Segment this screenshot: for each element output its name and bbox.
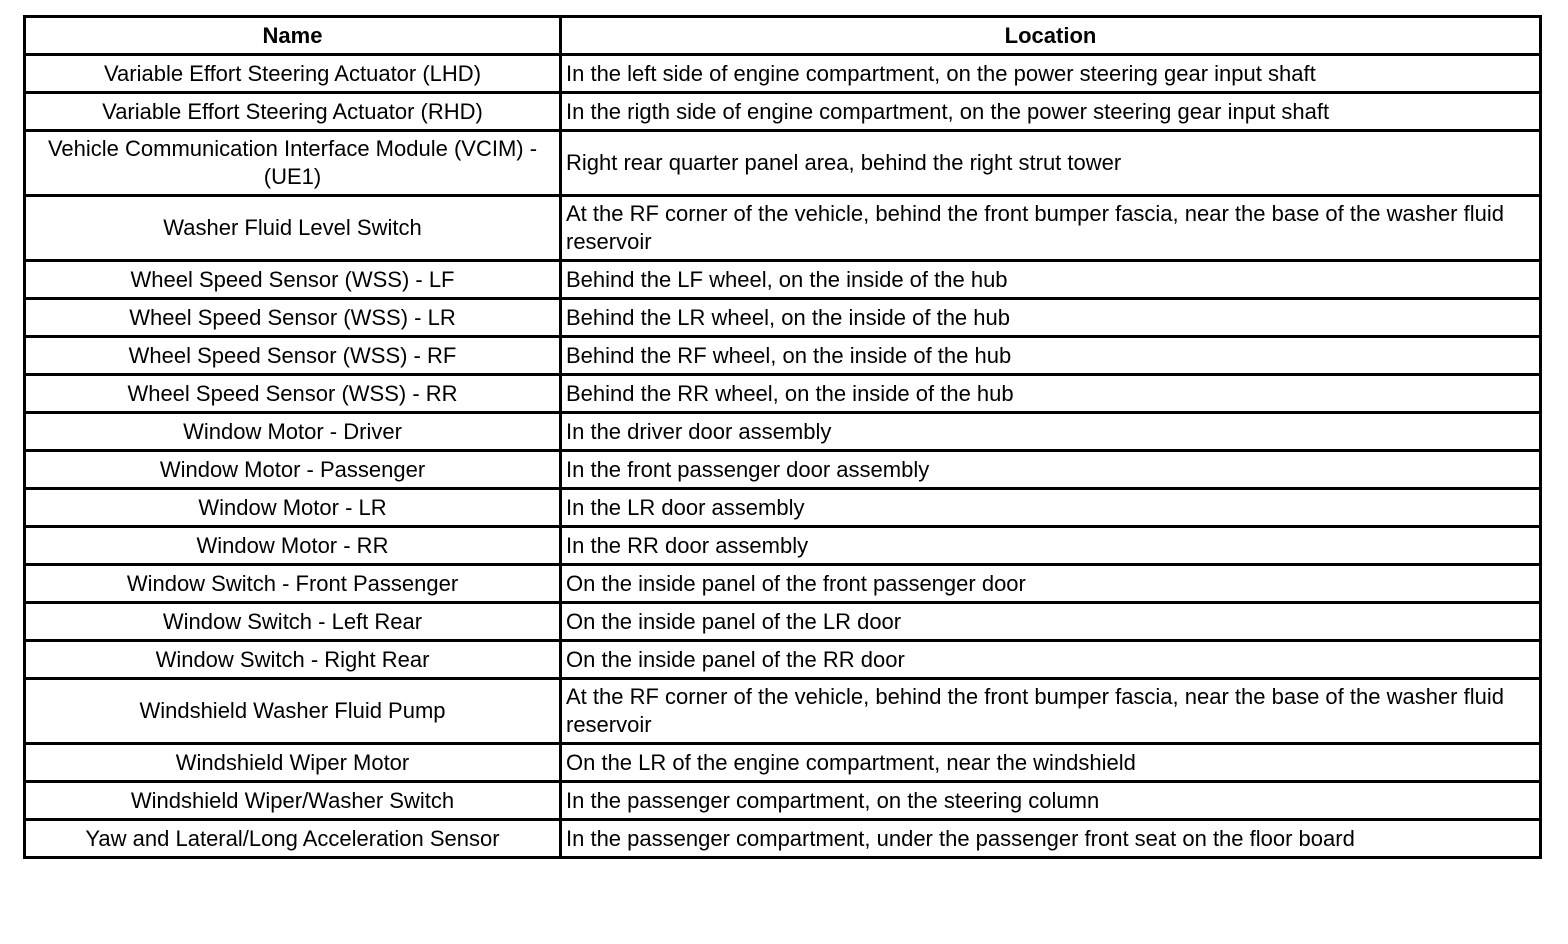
cell-location: Behind the LF wheel, on the inside of the hub: [561, 261, 1541, 299]
cell-name: Wheel Speed Sensor (WSS) - LR: [25, 299, 561, 337]
table-row: [25, 820, 1541, 858]
cell-name: Window Motor - LR: [25, 489, 561, 527]
table-header-row: [25, 17, 1541, 55]
cell-location: At the RF corner of the vehicle, behind the front bumper fascia, near the base of the washer fluid reservoir: [561, 679, 1541, 744]
cell-name: Window Motor - Passenger: [25, 451, 561, 489]
cell-location: In the front passenger door assembly: [561, 451, 1541, 489]
cell-name: Wheel Speed Sensor (WSS) - RR: [25, 375, 561, 413]
cell-location: On the inside panel of the LR door: [561, 603, 1541, 641]
cell-location: In the left side of engine compartment, on the power steering gear input shaft: [561, 55, 1541, 93]
table-row: [25, 93, 1541, 131]
cell-name: Wheel Speed Sensor (WSS) - RF: [25, 337, 561, 375]
cell-name: Variable Effort Steering Actuator (LHD): [25, 55, 561, 93]
cell-location: In the driver door assembly: [561, 413, 1541, 451]
cell-location: In the rigth side of engine compartment, on the power steering gear input shaft: [561, 93, 1541, 131]
cell-name: Wheel Speed Sensor (WSS) - LF: [25, 261, 561, 299]
cell-location: At the RF corner of the vehicle, behind the front bumper fascia, near the base of the washer fluid reservoir: [561, 196, 1541, 261]
table-row: [25, 565, 1541, 603]
cell-location: On the inside panel of the front passenger door: [561, 565, 1541, 603]
cell-location: On the inside panel of the RR door: [561, 641, 1541, 679]
table-row: [25, 196, 1541, 261]
table-row: [25, 451, 1541, 489]
component-location-table: [23, 15, 1542, 859]
table-row: [25, 527, 1541, 565]
table-row: [25, 413, 1541, 451]
cell-name: Windshield Wiper Motor: [25, 744, 561, 782]
table-row: [25, 375, 1541, 413]
cell-name: Window Motor - Driver: [25, 413, 561, 451]
table-row: [25, 299, 1541, 337]
table-row: [25, 603, 1541, 641]
cell-name: Variable Effort Steering Actuator (RHD): [25, 93, 561, 131]
table-row: [25, 489, 1541, 527]
cell-location: Behind the RR wheel, on the inside of the hub: [561, 375, 1541, 413]
cell-location: In the passenger compartment, on the steering column: [561, 782, 1541, 820]
cell-location: Behind the LR wheel, on the inside of the hub: [561, 299, 1541, 337]
cell-name: Windshield Washer Fluid Pump: [25, 679, 561, 744]
cell-name: Windshield Wiper/Washer Switch: [25, 782, 561, 820]
cell-name: Window Switch - Left Rear: [25, 603, 561, 641]
table-row: [25, 261, 1541, 299]
column-header-name: Name: [25, 17, 561, 55]
cell-location: In the LR door assembly: [561, 489, 1541, 527]
table-row: [25, 679, 1541, 744]
cell-location: In the passenger compartment, under the passenger front seat on the floor board: [561, 820, 1541, 858]
cell-name: Window Motor - RR: [25, 527, 561, 565]
component-location-table-container: [23, 15, 1539, 859]
table-row: [25, 55, 1541, 93]
table-row: [25, 131, 1541, 196]
cell-location: On the LR of the engine compartment, near the windshield: [561, 744, 1541, 782]
column-header-location: Location: [561, 17, 1541, 55]
cell-name: Washer Fluid Level Switch: [25, 196, 561, 261]
table-row: [25, 782, 1541, 820]
cell-name: Vehicle Communication Interface Module (VCIM) - (UE1): [25, 131, 561, 196]
table-row: [25, 744, 1541, 782]
cell-location: Right rear quarter panel area, behind the right strut tower: [561, 131, 1541, 196]
cell-location: In the RR door assembly: [561, 527, 1541, 565]
table-row: [25, 641, 1541, 679]
cell-name: Yaw and Lateral/Long Acceleration Sensor: [25, 820, 561, 858]
table-row: [25, 337, 1541, 375]
cell-name: Window Switch - Right Rear: [25, 641, 561, 679]
cell-location: Behind the RF wheel, on the inside of the hub: [561, 337, 1541, 375]
cell-name: Window Switch - Front Passenger: [25, 565, 561, 603]
